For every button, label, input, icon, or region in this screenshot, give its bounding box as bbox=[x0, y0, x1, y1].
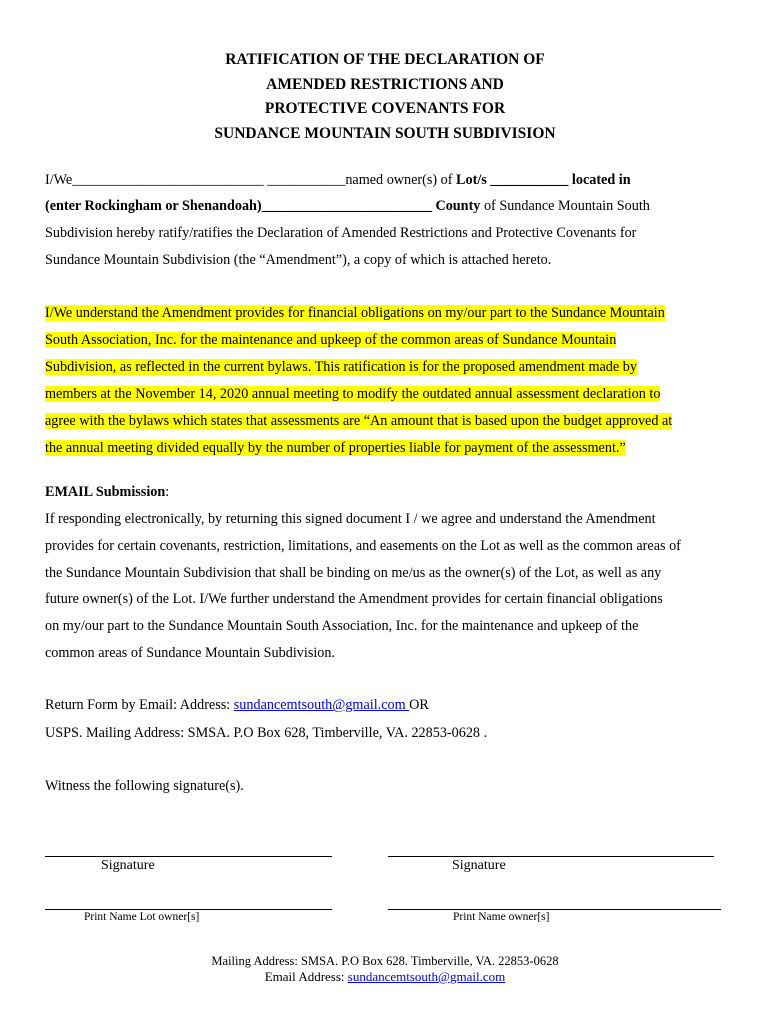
title-line-4: SUNDANCE MOUNTAIN SOUTH SUBDIVISION bbox=[214, 124, 556, 142]
footer-email-link[interactable]: sundancemtsouth@gmail.com bbox=[347, 969, 506, 984]
owner-line-3: Subdivision hereby ratify/ratifies the Declaration of Amended Restrictions and Protective Covenants for bbox=[45, 225, 637, 241]
return-mail-line: USPS. Mailing Address: SMSA. P.O Box 628, Timberville, VA. 22853-0628 . bbox=[45, 725, 488, 741]
email-submission-colon: : bbox=[165, 484, 170, 500]
return-email-link[interactable]: sundancemtsouth@gmail.com bbox=[233, 697, 410, 713]
located-in-label: located in bbox=[571, 172, 631, 188]
highlight-text-5: agree with the bylaws which states that assessments are “An amount that is based upon the budget approved at bbox=[45, 413, 673, 429]
county-blank[interactable]: ________________________ bbox=[261, 198, 432, 214]
right-print-name-label: Print Name owner[s] bbox=[453, 911, 550, 923]
iwe-label: I/We bbox=[45, 172, 73, 188]
email-paragraph-line-2: provides for certain covenants, restriction, limitations, and easements on the Lot as well as the common areas of bbox=[45, 538, 681, 554]
highlight-text-4: members at the November 14, 2020 annual meeting to modify the outdated annual assessment declaration to bbox=[45, 386, 661, 402]
left-print-name-label: Print Name Lot owner[s] bbox=[84, 911, 200, 923]
return-email-suffix: OR bbox=[409, 697, 429, 713]
lots-label: Lot/s bbox=[456, 172, 487, 188]
highlight-line-3 bbox=[45, 359, 637, 376]
title-line-3: PROTECTIVE COVENANTS FOR bbox=[264, 100, 506, 117]
lots-blank[interactable]: ___________ bbox=[490, 172, 569, 188]
owner-line-1 bbox=[45, 172, 631, 189]
highlight-text-6: the annual meeting divided equally by the number of properties liable for payment of the assessment.” bbox=[45, 440, 626, 456]
email-paragraph-line-5: on my/our part to the Sundance Mountain South Association, Inc. for the maintenance and upkeep of the bbox=[45, 618, 639, 634]
title-line-2: AMENDED RESTRICTIONS AND bbox=[266, 75, 504, 93]
owner-name-blank-1[interactable]: ____________ bbox=[72, 172, 158, 188]
email-paragraph-line-4: future owner(s) of the Lot. I/We further understand the Amendment provides for certain financial obligations bbox=[45, 591, 663, 607]
left-signature-line[interactable] bbox=[45, 856, 332, 857]
highlight-line-1 bbox=[45, 305, 665, 322]
highlight-text-1: I/We understand the Amendment provides for financial obligations on my/our part to the Sundance Mountain bbox=[45, 305, 665, 321]
right-print-name-line[interactable] bbox=[388, 909, 721, 910]
enter-county-label: (enter Rockingham or Shenandoah) bbox=[45, 198, 262, 214]
left-print-name-line[interactable] bbox=[45, 909, 332, 910]
title-line-1: RATIFICATION OF THE DECLARATION OF bbox=[225, 51, 545, 68]
return-email-prefix: Return Form by Email: Address: bbox=[45, 697, 234, 713]
highlight-text-2: South Association, Inc. for the maintenance and upkeep of the common areas of Sundance Mountain bbox=[45, 332, 617, 348]
highlight-text-3: Subdivision, as reflected in the current bylaws. This ratification is for the proposed amendment made by bbox=[45, 359, 637, 375]
highlight-line-4 bbox=[45, 386, 660, 403]
named-owner-text: named owner(s) of bbox=[345, 172, 457, 188]
of-sundance-text: of Sundance Mountain South bbox=[480, 198, 650, 214]
footer-email-prefix: Email Address: bbox=[264, 969, 348, 984]
highlight-line-5 bbox=[45, 413, 672, 430]
return-email-line bbox=[45, 697, 429, 714]
right-signature-label: Signature bbox=[452, 858, 506, 873]
document-title bbox=[0, 48, 770, 146]
footer-email bbox=[0, 969, 770, 985]
county-label: County bbox=[435, 198, 481, 214]
witness-line: Witness the following signature(s). bbox=[45, 778, 244, 794]
owner-name-blank-3[interactable]: ___________ bbox=[267, 172, 346, 188]
left-signature-label: Signature bbox=[101, 858, 155, 873]
highlight-line-6 bbox=[45, 440, 626, 457]
email-paragraph-line-6: common areas of Sundance Mountain Subdivision. bbox=[45, 645, 336, 661]
email-paragraph-line-3: the Sundance Mountain Subdivision that shall be binding on me/us as the owner(s) of the Lot, as well as any bbox=[45, 565, 662, 581]
owner-name-blank-2[interactable]: _______________ bbox=[157, 172, 264, 188]
owner-line-4: Sundance Mountain Subdivision (the “Amendment”), a copy of which is attached hereto. bbox=[45, 252, 552, 268]
highlight-line-2 bbox=[45, 332, 616, 349]
right-signature-line[interactable] bbox=[388, 856, 714, 857]
email-submission-heading bbox=[45, 484, 169, 501]
email-paragraph-line-1: If responding electronically, by returning this signed document I / we agree and understand the Amendment bbox=[45, 511, 656, 527]
owner-line-2 bbox=[45, 198, 650, 215]
email-submission-label: EMAIL Submission bbox=[45, 484, 166, 500]
footer-mailing-address: Mailing Address: SMSA. P.O Box 628. Timberville, VA. 22853-0628 bbox=[211, 954, 559, 968]
